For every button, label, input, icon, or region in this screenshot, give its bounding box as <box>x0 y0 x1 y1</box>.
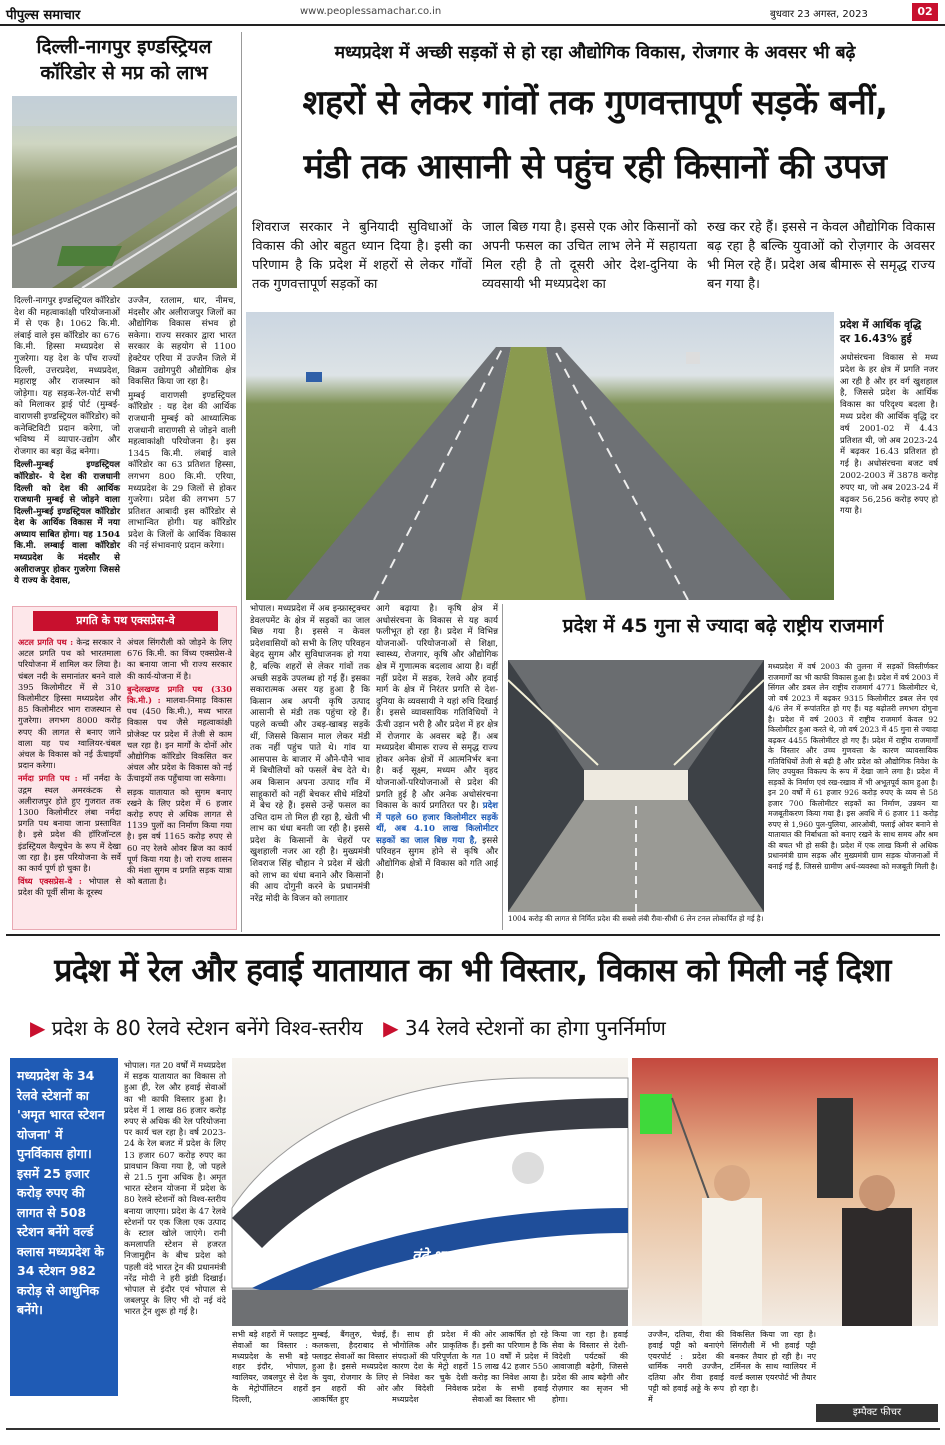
tunnel-photo <box>508 660 764 912</box>
highway-text: मध्यप्रदेश में वर्ष 2003 की तुलना में सड़कों विस्तीर्णकर राजमार्गों का भी काफी विकास हुआ है। प्रदेश में वर्ष 2003 में सिंगल और डबल लेन राष्ट्रीय राजमार्ग 4771 किलोमीटर थे, जो वर्ष 2023 में बढ़कर 9315 किलोमीटर डबल लेन एवं 4/6 लेन में रूपांतरित हो गए हैं। यह बढ़ोतरी लगभग दोगुना है। प्रदेश में वर्ष 2003 में राष्ट्रीय राजमार्ग केवल 92 किलोमीटर हुआ करते थे, जो वर्ष 2023 में 45 गुना से ज्यादा बढ़कर 4455 किलोमीटर हो गए हैं। प्रदेश में राष्ट्रीय राजमार्गों के विस्तार और उच्च गुणवत्ता के कारण व्यावसायिक गतिविधियों तेजी से बढ़ी है और प्रदेश को औद्योगिक निवेश के लिए उपयुक्त विकल्प के रूप में देखा जाने लगा है। प्रदेश में सड़कों के निर्माण एवं रख-रखाव में भी अभूतपूर्व काम हुआ है। इन 20 वर्षों में 61 हजार 926 करोड़ रुपए के व्यय से 58 हजार 700 किलोमीटर सड़कों का निर्माण, उन्नयन या मजबूतीकरण किया गया है। इस अवधि में 6 हजार 11 करोड़ रुपए से 1,960 पुल-पुलिया, आरओबी, फ्लाई ओवर बनाने से यातायात की निर्बाधता को बनाए रखने के साथ समय और श्रम की बचत भी हो सकी है। प्रदेश में एक लाख किमी से अधिक प्रधानमंत्री ग्राम सड़क और मुख्यमंत्री ग्राम सड़क योजनाओं में बनाई गई हैं, जिससे ग्रामीण अर्थ-व्यवस्था को मजबूती मिली है। <box>768 662 938 871</box>
top-intro-col3: रुख कर रहे हैं। इससे न केवल औद्योगिक विकास बढ़ रहा है बल्कि युवाओं को रोज़गार के अवसर भी मिल रहे हैं। प्रदेश अब बीमारू से समृद्ध राज्य बन गया है। <box>707 220 935 292</box>
rail-col-d: हैं। साथ ही प्रदेश में भौगोलिक और प्राकृतिक संपदाओं की परिपूर्णता के कारण देश के मेट्रो शहरों से निवेश कर चुके देशी और विदेशी निवेशक मध्यप्रदेश <box>392 1330 468 1404</box>
top-body-col2: आगे बढ़ाया है। कृषि क्षेत्र में अधोसंरचना के विकास से यह कार्य फलीभूत हो रहा है। प्रदेश में विभिन्न योजनाओं- परियोजनाओं से शिक्षा, स्वास्थ्य, रोजगार, कृषि और औद्योगिक क्षेत्र में गुणात्मक बदलाव आया है। वहीं नहीं प्रदेश में सड़क, रेलवे और हवाई मार्ग के क्षेत्र में निरंतर प्रगति से देश-दुनिया के व्यवसायी ने यहां रुचि दिखाई है। इससे व्यावसायिक गतिविधियों ने ऊँची उड़ान भरी है और प्रदेश में हर क्षेत्र में रोजगार के अवसर बढ़े हैं। अब मध्यप्रदेश बीमारू राज्य से समृद्ध राज्य होकर अनेक क्षेत्रों में आत्मनिर्भर बना है। कई सूक्ष्म, मध्यम और वृहद योजनाओं-परियोजनाओं से प्रदेश की प्रगति हुई है और अनेक अधोसंरचना विकास के कार्य प्रगतिरत पर है। प्रदेश में पहले 60 हजार किलोमीटर सड़कें थीं, अब 4.10 लाख किलोमीटर सड़कों का जाल बिछ गया है, इससे परिवहन सुगम होने से कृषि और औद्योगिक क्षेत्रों में विकास को गति आई है। <box>376 604 498 881</box>
paper-name: पीपुल्स समाचार <box>6 8 81 23</box>
rail-col-c: मुम्बई, बैंगलुरु, चेन्नई, कलकत्ता, हैदराबाद से फ्लाइट सेवाओं का विस्तार हुआ है। इससे मध्यप्रदेश के युवा, रोजगार के लिए इन शहरों की ओर आकर्षित हुए <box>312 1330 388 1404</box>
rail-col-h: विकसित किया जा रहा है। सिंगरौली में भी हवाई पट्टी बनकर तैयार हो रही है। नए टर्मिनल के साथ ग्वालियर में वर्ल्ड क्लास एयरपोर्ट भी तैयार हो रहा है। <box>730 1330 816 1393</box>
rail-col-g: उज्जैन, दतिया, रीवा की हवाई पट्टी को बनाएंगे एयरपोर्ट : प्रदेश की धार्मिक नगरी उज्जैन, दतिया और रीवा हवाई पट्टी को हवाई अड्डे के रूप में <box>648 1330 724 1404</box>
tunnel-caption: 1004 करोड़ की लागत से निर्मित प्रदेश की सबसे लंबी रीवा-सीधी 6 लेन टनल लोकार्पित हो गई है। <box>508 914 764 923</box>
rail-col-f: किया जा रहा है। हवाई सेवा के विस्तार से देशी-विदेशी पर्यटकों की आवाजाही बढ़ेगी, जिससे प्रदेश की आय बढ़ेगी और रोज़गार का सृजन भी होगा। <box>552 1330 628 1404</box>
highway-photo <box>246 312 834 600</box>
growth-title-2: दर 16.43% हुई <box>840 333 912 345</box>
top-story-headline-2: मंडी तक आसानी से पहुंच रही किसानों की उपज <box>303 147 887 187</box>
train-logo-sub: EXPRESS <box>437 1266 483 1274</box>
paper-url: www.peoplessamachar.co.in <box>300 6 442 17</box>
page-number: 02 <box>912 3 938 21</box>
top-body-highlight: प्रदेश में पहले 60 हजार किलोमीटर सड़कें थीं, अब 4.10 लाख किलोमीटर सड़कों का जाल बिछ गया है, <box>376 801 498 846</box>
rail-subhead-1: प्रदेश के 80 रेलवे स्टेशन बनेंगे विश्व-स्तरीय <box>51 1016 363 1040</box>
express-col1: अटल प्रगति पथ : केन्द्र सरकार ने अटल प्रगति पथ को भारतमाला परियोजना में शामिल कर लिया है। चंबल नदी के समानांतर बनने वाले 395 किलोमीटर में से 310 किलोमीटर हिस्सा मध्यप्रदेश और 85 किलोमीटर भाग राजस्थान से गुजरेगा। लगभग 8000 करोड़ रुपए की लागत से बनाए जाने वाला यह पथ ग्वालियर-चंबल अंचल के विकास को नई ऊँचाइयाँ प्रदान करेगा। नर्मदा प्रगति पथ : माँ नर्मदा के उद्गम स्थल अमरकंटक से अलीराजपुर होते हुए गुजरात तक 1300 किलोमीटर लंबा नर्मदा प्रगति पथ बनाया जाना प्रस्तावित है। इसे प्रदेश की हॉरिजॉन्टल इंडस्ट्रियल वैल्यूचेन के रूप में देखा जा रहा है। इस परियोजना के सर्वे का कार्य पूर्ण हो चुका है। विंध्य एक्सप्रेस-वे : भोपाल से प्रदेश की पूर्वी सीमा के दूरस्थ <box>18 637 122 898</box>
highway-headline: प्रदेश में 45 गुना से ज्यादा बढ़े राष्ट्रीय राजमार्ग <box>562 615 884 637</box>
rail-side-quote: मध्यप्रदेश के 34 रेलवे स्टेशनों का 'अमृत भारत स्टेशन योजना' में पुनर्विकास होगा। इसमें 25 हजार करोड़ रुपए की लागत से 508 स्टेशन बनेंगे वर्ल्ड क्लास मध्यप्रदेश के 34 स्टेशन 982 करोड़ से आधुनिक बनेंगे। <box>10 1058 118 1396</box>
express-box <box>12 606 237 930</box>
issue-date: बुधवार 23 अगस्त, 2023 <box>770 9 868 20</box>
train-photo <box>232 1058 628 1326</box>
arrow-icon: ▶ <box>383 1016 399 1040</box>
masthead <box>0 0 945 26</box>
rail-subhead-2: 34 रेलवे स्टेशनों का होगा पुनर्निर्माण <box>404 1016 666 1040</box>
top-body-col1: भोपाल। मध्यप्रदेश में अब इन्फ्रास्ट्रक्चर डेवलपमेंट के क्षेत्र में सड़कों का जाल बिछ गया है। इससे न केवल प्रदेशवासियों को सभी के लिए परिवहन बेहद सुगम और सुविधाजनक हो गया है, बल्कि शहरों से लेकर गांवों तक अच्छी सड़कें उपलब्ध हो गई हैं। इसका सकारात्मक असर यह हुआ है कि किसान अब अपनी कृषि उत्पाद आसानी से मंडी तक पहुंचा रहे हैं। पहले कच्ची और उबड़-खाबड़ सड़कें थीं, जिससे किसान माल लेकर मंडी तक नहीं पहुंच पाते थे। गांव या आसपास के बाजार में औने-पौने भाव में बिचौलियों को फसलें बेच देते थे। अब किसान अपना उत्पाद गाँव में साहूकारों को नहीं बेचकर सीधे मंडियों में बेच रहे हैं। इससे उन्हें फसल का उचित दाम तो मिल ही रहा है, खेती भी लाभ का धंधा बनती जा रही है। इससे प्रदेश के किसानों के चेहरों पर खुशहाली नजर आ रही है। मुख्यमंत्री शिवराज सिंह चौहान ने प्रदेश में खेती को लाभ का धंधा बनाने और किसानों की आय दोगुनी करने के प्रधानमंत्री नरेंद्र मोदी के विजन को लगातार <box>250 604 370 904</box>
left-story-col1: दिल्ली-नागपुर इण्डस्ट्रियल कॉरिडोर देश की महत्वाकांक्षी परियोजनाओं में से एक है। 1062 कि.मी. लंबाई वाले इस कॉरिडोर का 676 कि.मी. हिस्सा मध्यप्रदेश से गुजरेगा। यह देश के पाँच राज्यों दिल्ली, उत्तरप्रदेश, मध्यप्रदेश, महाराष्ट्र और राजस्थान को जोड़ेगा। यह सड़क-रेल-पोर्ट सभी को मिलाकर ड्राई पोर्ट (मुम्बई-वाराणसी इण्डस्ट्रियल कॉरिडोर) को कनेक्टिविटी प्रदान करेगा, जो भविष्य में व्यापार-उद्योग और रोजगार का बड़ा केंद्र बनेगा। दिल्ली-मुम्बई इण्डस्ट्रियल कॉरिडोर- ये देश की राजधानी दिल्ली को देश की आर्थिक राजधानी मुम्बई से जोड़ने वाला दिल्ली-मुम्बई इण्डस्ट्रियल कॉरिडोर देश के आर्थिक विकास में नया अध्याय साबित होगा। यह 1504 कि.मी. लम्बाई वाला कॉरिडोर मध्यप्रदेश के मंदसौर से अलीराजपुर होकर गुजरेगा जिससे ये राज्य के देवास, <box>14 296 120 587</box>
express-col2: अंचल सिंगरौली को जोड़ने के लिए 676 कि.मी. का विंध्य एक्सप्रेस-वे का बनाया जाना भी राज्य सरकार की कार्य-योजना में है। बुन्देलखण्ड प्रगति पथ (330 कि.मी.) : मालवा-निमाड़ विकास पथ (450 कि.मी.), मध्य भारत विकास पथ जैसे महत्वाकांक्षी प्रोजेक्ट पर प्रदेश में तेजी से काम चल रहा है। इन मार्गों के दोनों ओर औद्योगिक कॉरिडोर विकसित कर अंचल और प्रदेश के विकास को नई ऊँचाइयों तक पहुँचाया जा सकेगा। सड़क यातायात को सुगम बनाए रखने के लिए प्रदेश में 6 हजार करोड़ रुपए से अधिक लागत से 1139 पुलों का निर्माण किया गया है। इस वर्ष 1165 करोड़ रुपए से 60 नए रेलवे ओवर ब्रिज का कार्य पूर्ण किया गया है। जो राज्य शासन की मंशा सुगम व प्रगति सड़क यात्रा को बताता है। <box>127 637 232 887</box>
growth-title-1: प्रदेश में आर्थिक वृद्धि <box>840 319 922 331</box>
growth-panel <box>840 318 938 600</box>
top-story-headline-1: शहरों से लेकर गांवों तक गुणवत्तापूर्ण सड़कें बनीं, <box>302 83 888 123</box>
arrow-icon: ▶ <box>30 1016 46 1040</box>
rail-col-e: की ओर आकर्षित हो रहे हैं। इसी का परिणाम है कि गत 10 वर्षों में प्रदेश में 15 लाख 42 हजार 550 करोड़ का निवेश आया है। प्रदेश के सभी हवाई सेवाओं का विस्तार भी <box>472 1330 548 1404</box>
rail-col-a: भोपाल। गत 20 वर्षों में मध्यप्रदेश में सड़क यातायात का विकास तो हुआ ही, रेल और हवाई सेवाओं का भी काफी विस्तार हुआ है। प्रदेश में 1 लाख 86 हजार करोड़ रुपए से अधिक की रेल परियोजना पर कार्य चल रहा है। वर्ष 2023-24 के रेल बजट में प्रदेश के लिए 13 हजार 607 करोड़ रुपए का प्रावधान किया गया है, जो पहले से 21.5 गुना अधिक है। अमृत भारत स्टेशन योजना में प्रदेश के 80 रेलवे स्टेशनों को विश्व-स्तरीय बनाया जाएगा। प्रदेश के 47 रेलवे स्टेशनों पर एक जिला एक उत्पाद के स्टाल खोले जाएंगे। रानी कमलापति स्टेशन से हजरत निजामुद्दीन के बीच प्रदेश को पहली वंदे भारत ट्रेन की प्रधानमंत्री नरेंद्र मोदी ने हरी झंडी दिखाई। भोपाल से इंदौर एवं भोपाल से जबलपुर के लिए भी दो नई वंदे भारत ट्रेन शुरू हो गई है। <box>124 1060 226 1317</box>
top-story-kicker: मध्यप्रदेश में अच्छी सड़कों से हो रहा औद्योगिक विकास, रोजगार के अवसर भी बढ़े <box>334 43 856 63</box>
pm-photo <box>632 1058 938 1326</box>
top-intro-col2: जाल बिछ गया है। इससे एक ओर किसानों को अपनी फसल का उचित लाभ लेने में सहायता मिल रही है तो दूसरी ओर देश-दुनिया के व्यवसायी भी मध्यप्रदेश का <box>482 220 697 292</box>
rail-col-b: सभी बड़े शहरों में फ्लाइट सेवाओं का विस्तार : मध्यप्रदेश के सभी बड़े शहर इंदौर, भोपाल, ग्वालियर, जबलपुर से देश के मेट्रोपॉलिटन शहरों दिल्ली, <box>232 1330 308 1404</box>
rail-headline: प्रदेश में रेल और हवाई यातायात का भी विस्तार, विकास को मिली नई दिशा <box>54 951 891 989</box>
growth-text: अधोसंरचना विकास से मध्य प्रदेश के हर क्षेत्र में प्रगति नजर आ रही है और हर वर्ग खुशहाल है, जिससे प्रदेश के आर्थिक विकास का परिदृश्य बदला है। मध्य प्रदेश की आर्थिक वृद्धि दर वर्ष 2001-02 में 4.43 प्रतिशत थी, जो अब 2023-24 में बढ़कर 16.43 प्रतिशत हो गई है। अधोसंरचना बजट वर्ष 2002-2003 में 3878 करोड़ रुपए था, जो अब 2023-24 में बढ़कर 56,256 करोड़ रुपए हो गया है। <box>840 352 938 516</box>
left-story-headline: दिल्ली-नागपुर इण्डस्ट्रियल कॉरिडोर से मप्र को लाभ <box>36 36 212 84</box>
express-box-title: प्रगति के पथ एक्सप्रेस-वे <box>33 611 218 631</box>
train-logo: वंदे भारत <box>412 1247 463 1265</box>
top-intro-col1: शिवराज सरकार ने बुनियादी सुविधाओं के विकास की ओर बहुत ध्यान दिया है। इसी का परिणाम है कि प्रदेश में शहरों से लेकर गाँवों तक गुणवत्तापूर्ण सड़कों का <box>252 220 472 292</box>
impact-feature-tag: इम्पैक्ट फीचर <box>816 1404 938 1422</box>
corridor-photo <box>12 96 237 288</box>
left-story-col2: उज्जैन, रतलाम, धार, नीमच, मंदसौर और अलीराजपुर जिलों का औद्योगिक विकास संभव हो सकेगा। राज्य सरकार द्वारा भारत सरकार के सहयोग से 1100 हेक्टेयर एरिया में उज्जैन जिले में विक्रम उद्योगपुरी औद्योगिक क्षेत्र विकसित किया जा रहा है। मुम्बई वाराणसी इण्डस्ट्रियल कॉरिडोर : यह देश की आर्थिक राजधानी मुम्बई को आध्यात्मिक राजधानी वाराणसी से जोड़ने वाली महत्वाकांक्षी परियोजना है। इस 1345 कि.मी. लंबाई वाले कॉरिडोर का 63 प्रतिशत हिस्सा, लगभग 800 कि.मी. एरिया, मध्यप्रदेश के 29 जिलों से होकर गुजरेगा। प्रदेश की लगभग 57 प्रतिशत आबादी इस कॉरिडोर से लाभान्वित होगी। यह कॉरिडोर प्रदेश के जिलों के आर्थिक विकास की नई संभावनाएं प्रदान करेगा। <box>128 296 236 552</box>
rail-subheads <box>30 1012 920 1044</box>
